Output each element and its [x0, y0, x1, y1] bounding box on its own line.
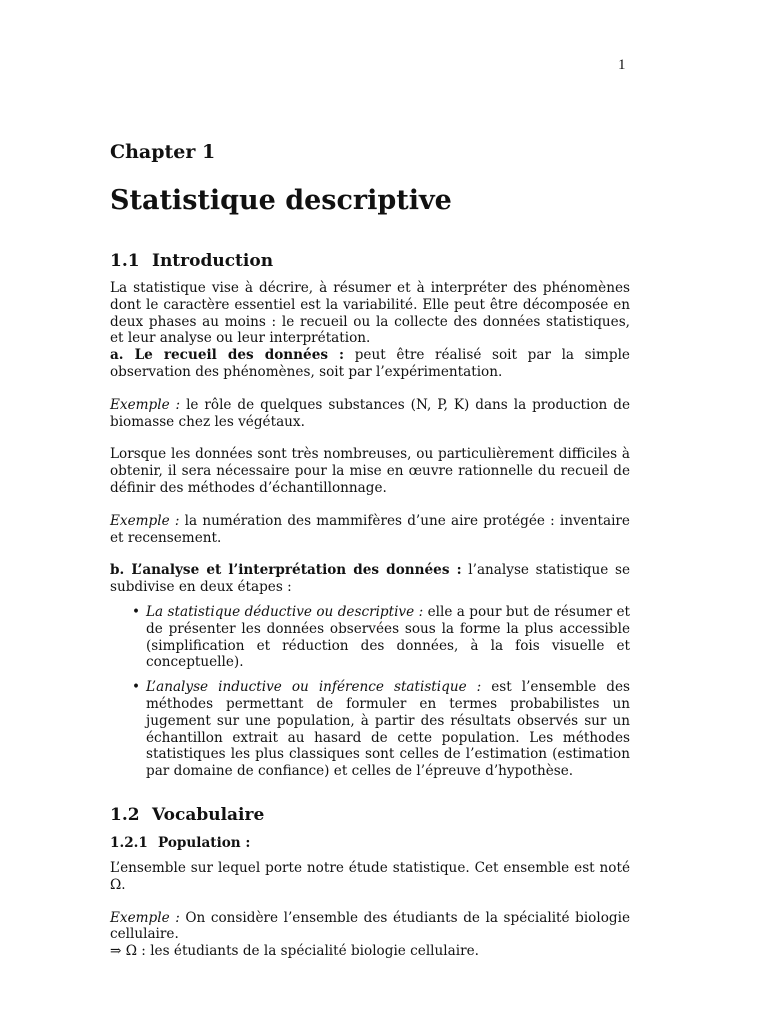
sampling-paragraph: Lorsque les données sont très nombreuses, ou particulièrement difficiles à obtenir, il sera nécessaire pour la mise en œuvre rationnelle du recueil de définir des méthodes d’échantillonnage. — [110, 446, 630, 496]
list-item-text: est l’ensemble des méthodes permettant de formuler en termes probabilistes un jugement sur une population, à partir des résultats observés sur un échantillon extrait au hasard de cette population. Les méthodes statistiques les plus classiques sont celles de l’estimation (estimation par domaine de confiance) et celles de l’épreuve d’hypothèse. — [146, 679, 630, 780]
example-label: Exemple : — [110, 396, 181, 413]
example-3 — [110, 910, 630, 944]
example-text: On considère l’ensemble des étudiants de la spécialité biologie cellulaire. — [110, 909, 630, 943]
part-b-label: b. L’analyse et l’interprétation des données : — [110, 562, 462, 579]
part-b-paragraph — [110, 562, 630, 596]
bullet-icon: • — [132, 679, 141, 696]
intro-paragraph: La statistique vise à décrire, à résumer et à interpréter des phénomènes dont le caractère essentiel est la variabilité. Elle peut être décomposée en deux phases au moins : le recueil ou la collecte des données statistiques, et leur analyse ou leur interprétation. — [110, 280, 630, 347]
section-title: Vocabulaire — [152, 804, 265, 825]
section-title: Introduction — [152, 251, 274, 271]
list-item — [132, 603, 630, 671]
bullet-icon: • — [132, 603, 141, 620]
subsection-heading-population — [110, 834, 630, 852]
list-item-label: La statistique déductive ou descriptive : — [146, 603, 424, 620]
example-2 — [110, 513, 630, 547]
example-label: Exemple : — [110, 512, 180, 529]
list-item-text: elle a pour but de résumer et de présenter les données observées sous la forme la plus accessible (simplification et réduction des données, à la fois visuelle et conceptuelle). — [146, 603, 630, 671]
subsection-number: 1.2.1 — [110, 834, 148, 851]
example-label: Exemple : — [110, 909, 180, 926]
section-heading-introduction — [110, 250, 630, 272]
list-item-label: L’analyse inductive ou inférence statistique : — [146, 679, 482, 696]
section-number: 1.1 — [110, 251, 140, 271]
chapter-label: Chapter 1 — [110, 141, 216, 163]
part-a-paragraph — [110, 347, 630, 381]
subsection-title: Population : — [158, 834, 251, 851]
part-a-label: a. Le recueil des données : — [110, 347, 345, 364]
example-text: la numération des mammifères d’une aire protégée : inventaire et recensement. — [110, 512, 630, 546]
section-number: 1.2 — [110, 804, 140, 825]
example-text: le rôle de quelques substances (N, P, K) dans la production de biomasse chez les végétaux. — [110, 396, 630, 430]
part-a-text: peut être réalisé soit par la simple observation des phénomènes, soit par l’expérimentation. — [110, 347, 630, 380]
section-heading-vocabulaire — [110, 804, 630, 826]
steps-list — [110, 604, 630, 780]
population-definition: L’ensemble sur lequel porte notre étude statistique. Cet ensemble est noté Ω. — [110, 859, 630, 893]
part-b-text: l’analyse statistique se subdivise en deux étapes : — [110, 562, 630, 596]
example-1 — [110, 397, 630, 431]
population-conclusion: ⇒ Ω : les étudiants de la spécialité biologie cellulaire. — [110, 943, 479, 960]
chapter-title: Statistique descriptive — [110, 185, 452, 216]
document-body — [110, 140, 630, 960]
list-item — [132, 679, 630, 780]
page-number: 1 — [618, 57, 626, 73]
